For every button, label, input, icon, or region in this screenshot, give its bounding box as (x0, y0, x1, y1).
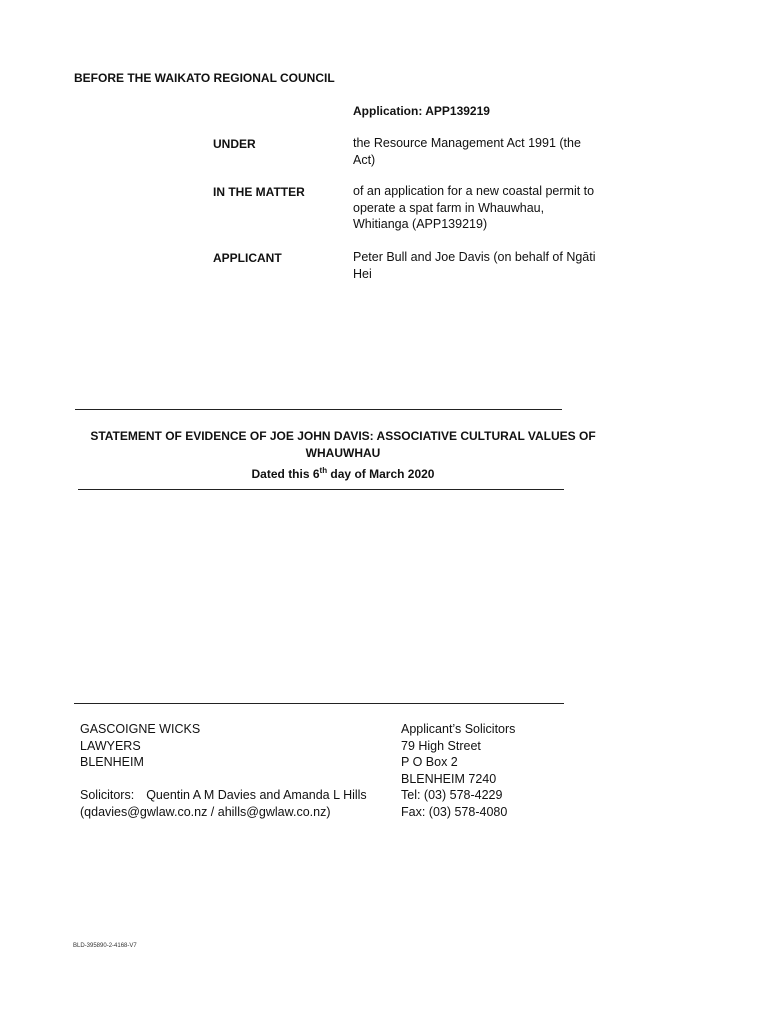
contact-block (401, 721, 515, 820)
firm-block (80, 721, 367, 820)
statement-title-line-1: STATEMENT OF EVIDENCE OF JOE JOHN DAVIS: ASSOCIATIVE CULTURAL VALUES OF (90, 429, 596, 443)
solicitor-emails: (qdavies@gwlaw.co.nz / ahills@gwlaw.co.nz) (80, 804, 331, 819)
contact-line-6: Fax: (03) 578-4080 (401, 804, 508, 819)
document-reference: BLD-395890-2-4168-V7 (73, 943, 137, 949)
solicitors-label: Solicitors: (80, 788, 135, 802)
under-text (353, 135, 581, 168)
divider-top (75, 409, 562, 410)
in-the-matter-label: IN THE MATTER (213, 185, 305, 199)
divider-bottom (74, 703, 564, 704)
applicant-line-1: Peter Bull and Joe Davis (on behalf of Ngāti (353, 250, 596, 264)
contact-line-5: Tel: (03) 578-4229 (401, 788, 503, 802)
date-prefix: Dated this 6 (251, 467, 320, 481)
under-label: UNDER (213, 137, 256, 151)
contact-line-2: 79 High Street (401, 738, 481, 753)
firm-line-1: GASCOIGNE WICKS (80, 722, 201, 736)
in-the-matter-text (353, 183, 594, 233)
council-heading: BEFORE THE WAIKATO REGIONAL COUNCIL (74, 71, 335, 85)
firm-line-2: LAWYERS (80, 738, 141, 753)
applicant-text (353, 249, 596, 282)
solicitors-names: Quentin A M Davies and Amanda L Hills (146, 788, 367, 802)
in-the-matter-line-1: of an application for a new coastal permit to (353, 184, 595, 198)
statement-date (60, 462, 626, 483)
applicant-label: APPLICANT (213, 251, 282, 265)
under-line-1: the Resource Management Act 1991 (the (353, 136, 581, 150)
divider-middle (78, 489, 564, 490)
firm-line-3: BLENHEIM (80, 755, 144, 769)
date-suffix: day of March 2020 (327, 467, 435, 481)
under-line-2: Act) (353, 152, 376, 167)
solicitors-line (80, 787, 367, 804)
in-the-matter-line-2: operate a spat farm in Whauwhau, (353, 200, 545, 215)
contact-line-1: Applicant’s Solicitors (401, 722, 516, 736)
applicant-line-2: Hei (353, 266, 372, 281)
statement-title (60, 428, 626, 483)
statement-title-line-2: WHAUWHAU (305, 446, 381, 460)
date-superscript: th (319, 466, 328, 475)
application-number: Application: APP139219 (353, 104, 490, 118)
contact-line-4: BLENHEIM 7240 (401, 771, 497, 786)
in-the-matter-line-3: Whitianga (APP139219) (353, 217, 488, 231)
contact-line-3: P O Box 2 (401, 755, 458, 769)
